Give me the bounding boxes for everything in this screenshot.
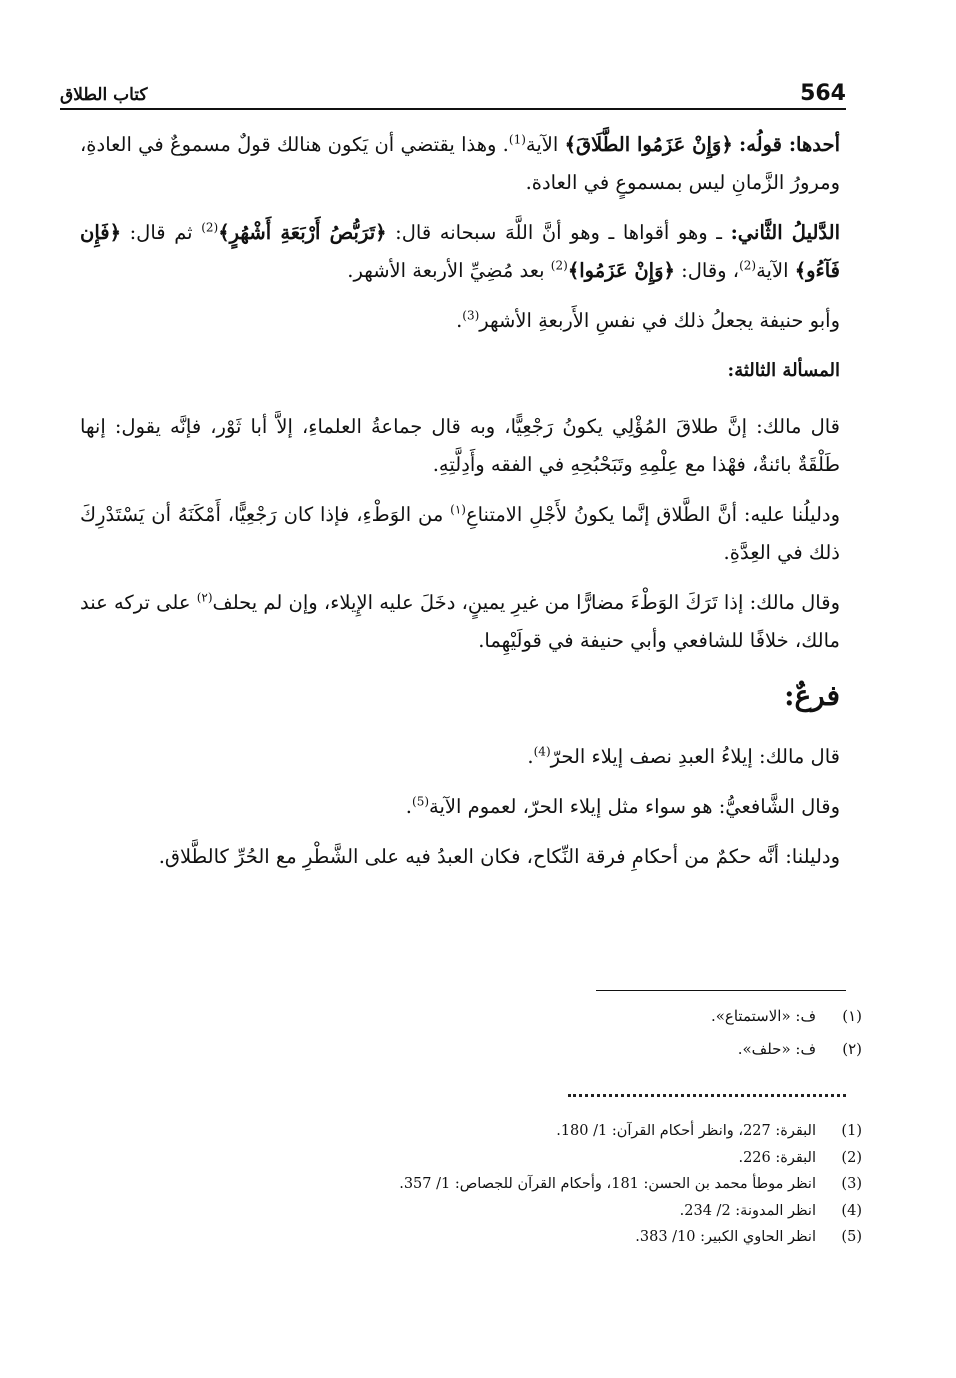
dotted-separator xyxy=(568,1094,846,1097)
main-text xyxy=(80,126,840,888)
note-text: ف: «الاستمتاع». xyxy=(710,1007,816,1025)
paragraph-1 xyxy=(80,126,840,202)
note-number: (١) xyxy=(842,1007,862,1025)
paragraph-text: وقال مالك: إذا تَرَكَ الوَطْءَ مضارًّا من غيرِ يمينٍ، دخَلَ عليه الإِيلاء، وإن لم يحلف xyxy=(212,591,840,614)
footnote-ref: (4) xyxy=(533,744,551,759)
paragraph-lead: الدَّليلُ الثَّاني: xyxy=(730,221,840,244)
note-text: انظر الحاوي الكبير: 10/ 383. xyxy=(635,1229,816,1245)
quran-verse: ﴿وَإِنْ عَزَمُوا الطَّلَاقَ﴾ xyxy=(564,133,733,156)
footnote-divider xyxy=(596,990,846,991)
footnote-ref: (2) xyxy=(201,220,219,235)
footnote-ref: (5) xyxy=(412,794,430,809)
manuscript-notes xyxy=(520,1000,862,1066)
paragraph-text: الآية xyxy=(525,133,559,156)
section-heading: المسألة الثالثة: xyxy=(727,360,840,381)
paragraph-text: . xyxy=(527,745,534,768)
footnote-ref: (٢) xyxy=(196,590,213,605)
paragraph-text: . xyxy=(405,795,412,818)
paragraph-text: وأبو حنيفة يجعلُ ذلك في نفسِ الأَربعةِ الأشهر xyxy=(479,309,840,332)
note-number: (٢) xyxy=(842,1040,862,1058)
paragraph-text: ودليلُنا عليه: أنَّ الطَّلاق إنَّما يكونُ لأَجْلِ الامتناعِ xyxy=(465,503,840,526)
paragraph-7 xyxy=(80,738,840,776)
footnotes xyxy=(250,1118,862,1251)
note-text: انظر المدونة: 2/ 234. xyxy=(679,1202,816,1219)
footnote-ref: (3) xyxy=(462,308,480,323)
paragraph-text: على تركه عند مالك، خلافًا للشافعي وأبي حنيفة في قولَيْهِما. xyxy=(80,591,840,652)
paragraph-4: قال مالك: إنَّ طلاقَ المُؤْلِي يكونُ رَجْعِيًّا، وبه قال جماعةُ العلماءِ، إلاَّ أبا ثَوْر، فإنَّه يقول: إنها طَلْقَةٌ بائنةٌ، فهْذا مع عِلْمِهِ وتَبَحْبُحِهِ في الفقه وأَدِلَّتِهِ. xyxy=(80,415,840,476)
footnote xyxy=(250,1171,862,1198)
footnote xyxy=(250,1145,862,1172)
paragraph-8 xyxy=(80,788,840,826)
paragraph-text: من الوَطْءِ، فإذا كان رَجْعِيًّا، أَمْكَنَهُ أن يَسْتَدْرِكَ ذلك في العِدَّةِ. xyxy=(80,503,840,564)
footnote xyxy=(250,1118,862,1145)
manuscript-note xyxy=(520,1000,862,1033)
paragraph-text: الآية xyxy=(756,259,795,282)
paragraph-lead: أحدها: قولُه: xyxy=(739,133,840,156)
paragraph-text: . xyxy=(456,309,463,332)
paragraph-text: ثم قال: xyxy=(129,221,202,244)
paragraph-text: . وهذا يقتضي أن يَكون هنالك قولٌ مسموعٌ في العادةِ، ومرورُ الزَّمانِ ليس بمسموعٍ في العادة. xyxy=(80,133,840,194)
paragraph-2 xyxy=(80,214,840,290)
paragraph-text: وقال الشَّافعيُّ: هو سواء مثل إيلاء الحرّ، لعموم الآية xyxy=(429,795,840,818)
footnote-ref: (2) xyxy=(739,258,757,273)
quran-verse: ﴿وَإِنْ عَزَمُوا﴾ xyxy=(567,259,675,282)
footnote xyxy=(250,1198,862,1225)
paragraph-text: ، وقال: xyxy=(681,259,740,282)
quran-verse: ﴿فَإِن فَآءُو﴾ xyxy=(80,221,840,282)
note-number: (4) xyxy=(841,1202,862,1219)
footnote-ref: (1) xyxy=(508,132,526,147)
note-text: انظر موطأ محمد بن الحسن: 181، وأحكام القرآن للجصاص: 1/ 357. xyxy=(399,1176,816,1192)
note-number: (2) xyxy=(841,1149,862,1166)
quran-verse: ﴿تَرَبُّصُ أَرْبَعَةِ أَشْهُرٍ﴾ xyxy=(218,221,387,244)
paragraph-9: ودليلنا: أنَّه حكمٌ من أحكامِ فرقة النِّكاح، فكان العبدُ فيه على الشَّطْرِ مع الحُرِّ كالطَّلاق. xyxy=(158,845,840,868)
paragraph-text: قال مالك: إيلاءُ العبدِ نصف إيلاء الحرّ xyxy=(550,745,840,768)
page-header xyxy=(60,72,846,110)
paragraph-3 xyxy=(80,302,840,340)
running-title: كتاب الطلاق xyxy=(60,85,148,105)
footnote xyxy=(250,1224,862,1251)
note-number: (5) xyxy=(841,1229,862,1245)
paragraph-5 xyxy=(80,496,840,572)
note-text: البقرة: 227، وانظر أحكام القرآن: 1/ 180. xyxy=(556,1123,816,1139)
paragraph-text: ـ وهو أقواها ـ وهو أنَّ اللَّهَ سبحانه قال: xyxy=(395,221,731,244)
note-text: ف: «حلف». xyxy=(737,1040,816,1058)
manuscript-note xyxy=(520,1033,862,1066)
paragraph-text: بعد مُضِيِّ الأربعة الأشهر. xyxy=(347,259,551,282)
paragraph-6 xyxy=(80,584,840,660)
note-number: (3) xyxy=(841,1176,862,1192)
page-number: 564 xyxy=(800,81,846,106)
footnote-ref: (١) xyxy=(450,502,466,517)
note-number: (1) xyxy=(841,1123,862,1139)
note-text: البقرة: 226. xyxy=(738,1149,816,1166)
subsection-heading: فرعٌ: xyxy=(784,679,840,712)
footnote-ref: (2) xyxy=(550,258,568,273)
